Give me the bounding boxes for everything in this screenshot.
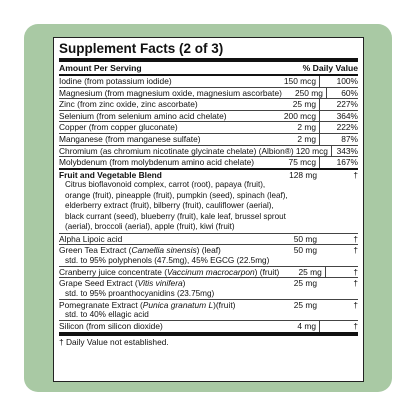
nutrient-name: Copper (from copper gluconate) bbox=[59, 122, 178, 133]
grape-amount: 25 mg bbox=[293, 278, 317, 289]
pomegranate-dv: † bbox=[353, 299, 358, 310]
nutrient-amount: 250 mg bbox=[282, 88, 327, 99]
pomegranate-standardization: std. to 40% ellagic acid bbox=[65, 310, 149, 320]
nutrient-name: Magnesium (from magnesium oxide, magnesium ascorbate) bbox=[59, 87, 282, 98]
blend-row bbox=[59, 170, 358, 181]
footnote: † Daily Value not established. bbox=[59, 336, 169, 347]
alpha-amount: 50 mg bbox=[293, 233, 317, 244]
nutrient-name: Selenium (from selenium amino acid chelate) bbox=[59, 110, 227, 121]
cranberry-name-pre: Cranberry juice concentrate ( bbox=[59, 266, 167, 277]
nutrient-dv: 60% bbox=[341, 87, 358, 98]
grape-standardization: std. to 95% proanthocyanidins (23.75mg) bbox=[65, 288, 215, 298]
blend-amount: 128 mg bbox=[289, 169, 317, 180]
cranberry-dv: † bbox=[353, 266, 358, 277]
silicon-dv: † bbox=[353, 321, 358, 332]
amount-per-serving-header: Amount Per Serving bbox=[59, 63, 142, 73]
nutrient-row bbox=[59, 122, 358, 134]
grape-name-post: ) bbox=[182, 278, 186, 289]
nutrient-name: Chromium (as chromium nicotinate glycinate chelate) (Albion®) bbox=[59, 145, 294, 156]
green-tea-standardization: std. to 95% polyphenols (47.5mg), 45% EGCG (22.5mg) bbox=[65, 255, 270, 265]
nutrient-amount: 150 mcg bbox=[266, 76, 320, 87]
pomegranate-name-post: )(fruit) bbox=[213, 299, 236, 310]
silicon-name: Silicon (from silicon dioxide) bbox=[59, 321, 163, 332]
blend-dv: † bbox=[353, 169, 358, 180]
nutrient-amount: 25 mg bbox=[266, 99, 320, 110]
cranberry-amount: 25 mg bbox=[279, 267, 325, 278]
silicon-amount: 4 mg bbox=[266, 321, 320, 332]
nutrient-dv: 222% bbox=[336, 122, 358, 133]
nutrient-row bbox=[59, 88, 358, 100]
daily-value-header: % Daily Value bbox=[302, 63, 358, 73]
alpha-name: Alpha Lipoic acid bbox=[59, 233, 123, 244]
green-tea-item bbox=[59, 245, 358, 266]
nutrient-name: Zinc (from zinc oxide, zinc ascorbate) bbox=[59, 99, 198, 110]
nutrient-name: Manganese (from manganese sulfate) bbox=[59, 133, 201, 144]
nutrient-amount: 200 mcg bbox=[266, 111, 320, 122]
nutrient-dv: 167% bbox=[336, 157, 358, 168]
panel-title: Supplement Facts (2 of 3) bbox=[59, 41, 224, 56]
nutrient-row bbox=[59, 146, 358, 158]
alpha-lipoic-row bbox=[59, 234, 358, 246]
nutrient-amount: 120 mcg bbox=[294, 146, 332, 157]
cranberry-latin: Vaccinum macrocarpon bbox=[167, 266, 255, 277]
nutrient-amount: 2 mg bbox=[266, 134, 320, 145]
silicon-row bbox=[59, 321, 358, 332]
grape-dv: † bbox=[353, 278, 358, 289]
green-tea-dv: † bbox=[353, 245, 358, 256]
nutrient-name: Iodine (from potassium iodide) bbox=[59, 76, 172, 86]
nutrient-dv: 343% bbox=[336, 145, 358, 156]
alpha-dv: † bbox=[353, 233, 358, 244]
nutrient-amount: 2 mg bbox=[266, 122, 320, 133]
pomegranate-name-pre: Pomegranate Extract ( bbox=[59, 299, 143, 310]
nutrient-name: Molybdenum (from molybdenum amino acid chelate) bbox=[59, 157, 255, 168]
nutrient-dv: 87% bbox=[341, 133, 358, 144]
nutrient-row bbox=[59, 76, 358, 88]
minerals-table bbox=[59, 76, 358, 168]
nutrient-amount: 75 mcg bbox=[266, 157, 320, 168]
cranberry-name-post: ) (fruit) bbox=[254, 266, 280, 277]
green-tea-latin: Camellia sinensis bbox=[131, 245, 197, 256]
grape-seed-item bbox=[59, 278, 358, 299]
nutrient-row bbox=[59, 157, 358, 168]
nutrient-row bbox=[59, 111, 358, 123]
nutrient-dv: 227% bbox=[336, 99, 358, 110]
blend-description: Citrus bioflavonoid complex, carrot (root), papaya (fruit), orange (fruit), pineapple (fruit), pumpkin (seed), spinach (leaf), elderberry extract (fruit), bilberry (fruit), cauliflower (aerial), black currant (seed), blueberry (fruit), kale leaf, brussel sprout (aerial), broccoli (aerial), apple (fruit), kiwi (fruit) bbox=[59, 180, 358, 234]
nutrient-dv: 100% bbox=[336, 76, 358, 86]
green-tea-name-pre: Green Tea Extract ( bbox=[59, 245, 132, 256]
pomegranate-amount: 25 mg bbox=[293, 299, 317, 310]
pomegranate-item bbox=[59, 300, 358, 321]
green-tea-amount: 50 mg bbox=[293, 245, 317, 256]
grape-latin: Vitis vinifera bbox=[137, 278, 183, 289]
pomegranate-latin: Punica granatum L bbox=[142, 299, 214, 310]
grape-name-pre: Grape Seed Extract ( bbox=[59, 278, 138, 289]
nutrient-row bbox=[59, 134, 358, 146]
column-header bbox=[59, 63, 358, 74]
blend-name: Fruit and Vegetable Blend bbox=[59, 169, 162, 180]
supplement-facts-panel bbox=[53, 37, 364, 382]
nutrient-dv: 364% bbox=[336, 110, 358, 121]
cranberry-row bbox=[59, 267, 358, 279]
title-rule bbox=[59, 58, 358, 62]
green-tea-name-post: ) (leaf) bbox=[196, 245, 221, 256]
nutrient-row bbox=[59, 99, 358, 111]
